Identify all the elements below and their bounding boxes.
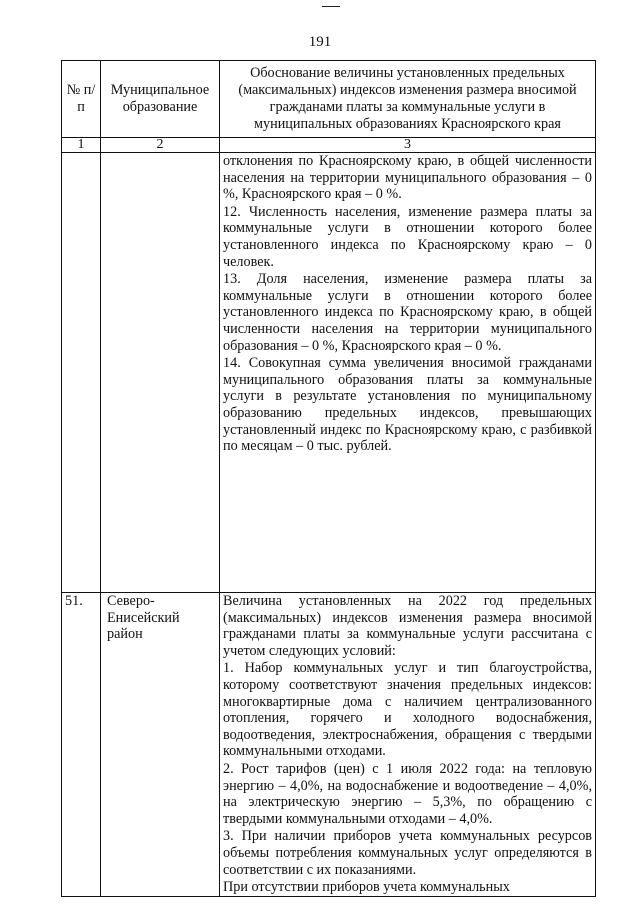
paragraph: Величина установленных на 2022 год предельных (максимальных) индексов изменения размера вносимой гражданами платы за коммунальные услуги рассчитана с учетом следующих условий:	[223, 593, 592, 659]
justification-cell	[220, 153, 596, 593]
paragraph: 2. Рост тарифов (цен) с 1 июля 2022 года: на тепловую энергию – 4,0%, на водоснабжение и водоотведение – 4,0%, на электрическую энергию – 5,3%, по обращению с твердыми коммунальными отходами – 4,0%.	[223, 760, 592, 827]
table-row	[62, 153, 596, 593]
paragraph: 14. Совокупная сумма увеличения вносимой гражданами муниципального образования платы за коммунальные услуги в результате установления по муниципальному образованию предельных индексов, превышающих установленный индекс по Красноярскому краю, с разбивкой по месяцам – 0 тыс. рублей.	[223, 355, 592, 455]
row-number: 51.	[62, 593, 101, 897]
column-number: 3	[220, 138, 596, 153]
paragraph: При отсутствии приборов учета коммунальных	[223, 879, 510, 896]
justification-cell	[220, 593, 596, 897]
municipality-name	[101, 153, 220, 593]
table-header-row	[62, 61, 596, 138]
column-number: 1	[62, 138, 101, 153]
paragraph: 12. Численность населения, изменение размера платы за коммунальные услуги в отношении которого более установленного индекса по Красноярскому краю – 0 человек.	[223, 203, 592, 270]
header-municipality: Муниципальное образование	[101, 61, 220, 138]
paragraph: 13. Доля населения, изменение размера платы за коммунальные услуги в отношении которого более установленного индекса по Красноярскому краю, в общей численности населения на территории муниципального образования – 0 %, Красноярского края – 0 %.	[223, 271, 592, 354]
table-row	[62, 593, 596, 897]
paragraph: 1. Набор коммунальных услуг и тип благоустройства, которому соответствуют значения предельных индексов: многоквартирные дома с наличием централизованного отопления, горячего и холодного водоснабжения, водоотведения, электроснабжения, обращения с твердыми коммунальными отходами.	[223, 660, 592, 760]
paragraph: отклонения по Красноярскому краю, в общей численности населения на территории муниципального образования – 0 %, Красноярского края – 0 %.	[223, 153, 592, 203]
index-justification-table	[61, 60, 596, 897]
paragraph: 3. При наличии приборов учета коммунальных ресурсов объемы потребления коммунальных услуг определяются в соответствии с их показаниями.	[223, 828, 592, 878]
municipality-name: Северо-Енисейский район	[101, 593, 220, 897]
row-number	[62, 153, 101, 593]
header-number: № п/п	[62, 61, 101, 138]
top-rule	[322, 6, 340, 7]
column-number: 2	[101, 138, 220, 153]
column-number-row	[62, 138, 596, 153]
header-justification: Обоснование величины установленных предельных (максимальных) индексов изменения размера вносимой гражданами платы за коммунальные услуги в муниципальных образованиях Красноярского края	[220, 61, 596, 138]
page-number: 191	[308, 34, 332, 50]
